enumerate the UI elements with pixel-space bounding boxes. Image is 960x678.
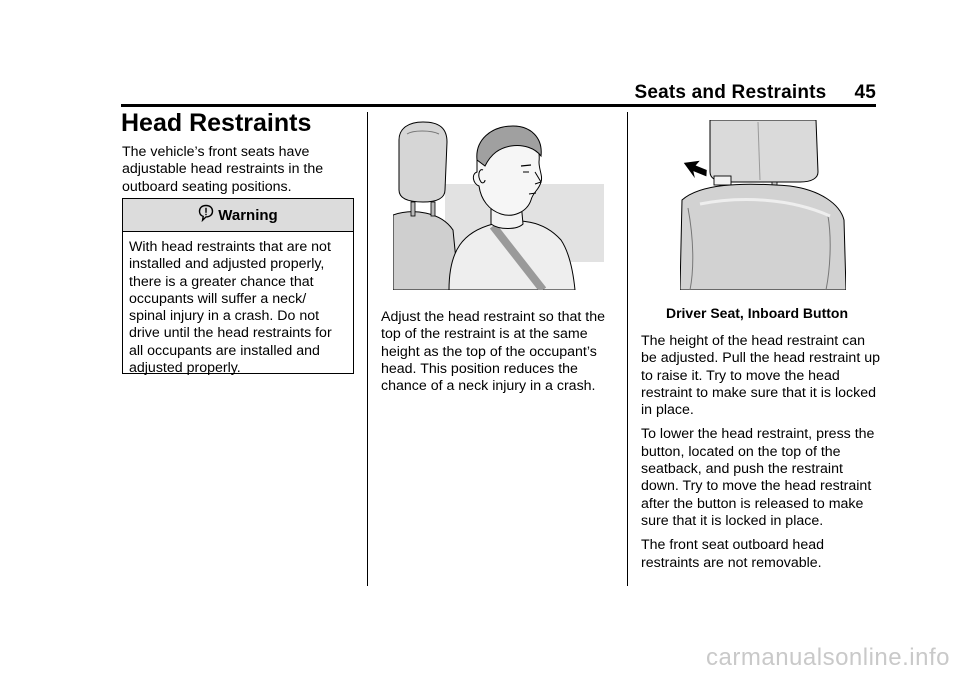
adjust-paragraph: Adjust the head restraint so that the top of the restraint is at the same height as the top of the occupant’s head. This position reduces the chance of a neck injury in a crash. — [381, 309, 605, 395]
figure-caption: Driver Seat, Inboard Button — [665, 305, 849, 321]
person-head-restraint-illustration — [393, 120, 604, 290]
right-paragraphs — [641, 333, 881, 579]
column-divider-1 — [367, 112, 368, 586]
seat-inboard-button-illustration — [680, 120, 846, 290]
header-rule — [121, 104, 876, 107]
running-header — [634, 82, 876, 104]
warning-speech-bubble-icon — [198, 204, 214, 226]
warning-box — [122, 198, 354, 377]
adjust-paragraph-block — [381, 309, 619, 402]
column-divider-2 — [627, 112, 628, 586]
removable-paragraph: The front seat outboard head restraints are not removable. — [641, 537, 824, 571]
warning-text: With head restraints that are not installed and adjusted properly, there is a greater chance that occupants will suffer a neck/ spinal injury in a crash. Do not drive until the head restraints for all occupants are installed and adjusted properly. — [129, 239, 332, 377]
page-number: 45 — [854, 82, 876, 103]
section-title: Seats and Restraints — [634, 82, 827, 103]
warning-body — [123, 232, 353, 377]
warning-header — [123, 199, 353, 232]
section-heading: Head Restraints — [121, 109, 312, 137]
warning-title: Warning — [218, 206, 278, 224]
intro-text: The vehicle’s front seats have adjustable head restraints in the outboard seating positions. — [122, 144, 324, 195]
watermark: carmanualsonline.info — [706, 644, 950, 671]
intro-paragraph — [122, 144, 347, 203]
height-paragraph: The height of the head restraint can be adjusted. Pull the head restraint up to raise it. Try to move the head restraint to make sure that it is locked in place. — [641, 333, 880, 419]
lower-paragraph: To lower the head restraint, press the button, located on the top of the seatback, and push the restraint down. Try to move the head restraint after the button is released to make sure that it is locked in place. — [641, 426, 875, 529]
